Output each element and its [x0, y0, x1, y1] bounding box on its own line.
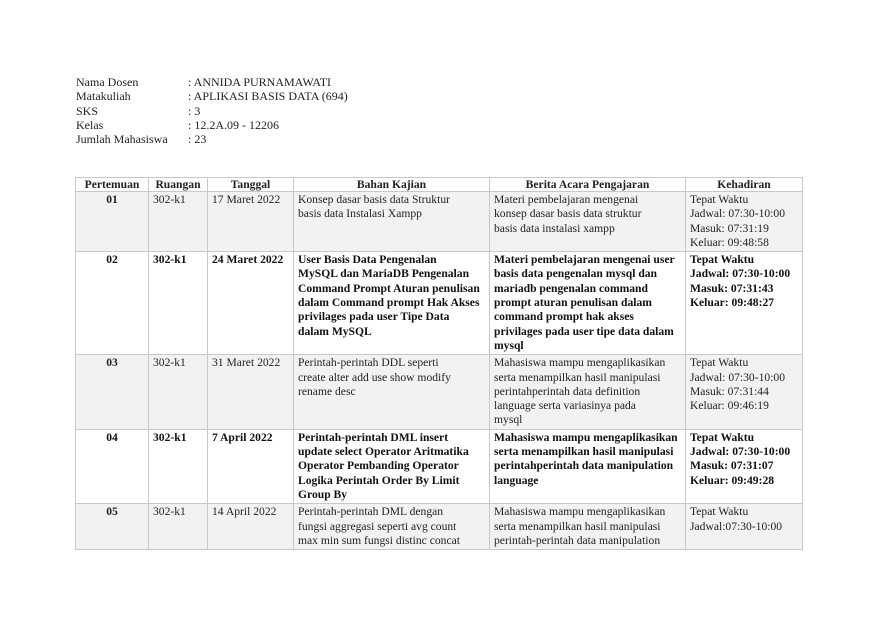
- text-line: Tepat Waktu: [690, 430, 755, 444]
- cell-bahan-kajian: [294, 429, 490, 503]
- text-line: rename desc: [298, 384, 356, 398]
- text-line: konsep dasar basis data struktur: [494, 207, 642, 221]
- text-line: Masuk: 07:31:43: [690, 281, 774, 295]
- info-value: : APLIKASI BASIS DATA (694): [188, 89, 348, 104]
- cell-tanggal: 7 April 2022: [208, 429, 294, 503]
- info-row-dosen: [76, 75, 348, 89]
- table-row: [76, 252, 803, 355]
- text-line: mariadb pengenalan command: [494, 281, 648, 295]
- cell-bahan-kajian: [294, 504, 490, 550]
- info-row-kelas: [76, 118, 348, 132]
- text-line: Perintah-perintah DML dengan: [298, 505, 444, 519]
- text-line: Konsep dasar basis data Struktur: [298, 193, 450, 206]
- info-label: Matakuliah: [76, 89, 131, 104]
- cell-pertemuan: 03: [76, 355, 149, 429]
- header-ruangan: Ruangan: [149, 178, 208, 192]
- text-line: basis data Instalasi Xampp: [298, 207, 422, 221]
- info-row-matakuliah: [76, 89, 348, 103]
- cell-berita-acara: [490, 355, 686, 429]
- info-value: : 3: [188, 103, 201, 118]
- cell-kehadiran: [686, 504, 803, 550]
- header-tanggal: Tanggal: [208, 178, 294, 192]
- text-line: Perintah-perintah DML insert: [298, 430, 449, 444]
- table-row: [76, 429, 803, 503]
- text-line: Mahasiswa mampu mengaplikasikan: [494, 505, 666, 519]
- text-line: Masuk: 07:31:07: [690, 459, 774, 473]
- text-line: privilages pada user tipe data dalam: [494, 324, 674, 338]
- table-row: [76, 355, 803, 429]
- text-line: Keluar: 09:49:28: [690, 473, 775, 487]
- cell-ruangan: 302-k1: [149, 192, 208, 252]
- text-line: basis data instalasi xampp: [494, 221, 615, 235]
- info-label: Nama Dosen: [76, 75, 139, 89]
- text-line: dalam Command prompt Hak Akses: [298, 296, 480, 310]
- text-line: Logika Perintah Order By Limit: [298, 473, 460, 487]
- cell-berita-acara: [490, 252, 686, 355]
- text-line: Materi pembelajaran mengenai: [494, 193, 639, 206]
- cell-tanggal: 17 Maret 2022: [208, 192, 294, 252]
- text-line: Mahasiswa mampu mengaplikasikan: [494, 430, 678, 444]
- text-line: User Basis Data Pengenalan: [298, 253, 437, 267]
- text-line: perintah-perintah data manipulation: [494, 533, 661, 547]
- text-line: Jadwal: 07:30-10:00: [690, 267, 791, 281]
- cell-kehadiran: [686, 429, 803, 503]
- text-line: Tepat Waktu: [690, 505, 749, 519]
- text-line: privilages pada user Tipe Data: [298, 310, 450, 324]
- cell-bahan-kajian: [294, 192, 490, 252]
- cell-pertemuan: 04: [76, 429, 149, 503]
- table-row: [76, 504, 803, 550]
- info-value: : ANNIDA PURNAMAWATI: [188, 75, 332, 89]
- cell-kehadiran: [686, 252, 803, 355]
- info-row-sks: [76, 104, 348, 118]
- cell-berita-acara: [490, 504, 686, 550]
- text-line: basis data pengenalan mysql dan: [494, 267, 658, 281]
- info-value: : 12.2A.09 - 12206: [188, 117, 279, 132]
- text-line: Materi pembelajaran mengenai user: [494, 253, 675, 267]
- cell-berita-acara: [490, 429, 686, 503]
- cell-berita-acara: [490, 192, 686, 252]
- cell-bahan-kajian: [294, 252, 490, 355]
- cell-ruangan: 302-k1: [149, 252, 208, 355]
- text-line: Jadwal: 07:30-10:00: [690, 370, 785, 384]
- text-line: Jadwal: 07:30-10:00: [690, 445, 791, 459]
- text-line: serta menampilkan hasil manipulasi: [494, 370, 661, 384]
- text-line: prompt aturan penulisan dalam: [494, 296, 652, 310]
- journal-table: [75, 177, 803, 550]
- text-line: Jadwal:07:30-10:00: [690, 519, 783, 533]
- text-line: update select Operator Aritmatika: [298, 445, 469, 459]
- table-row: [76, 192, 803, 252]
- text-line: create alter add use show modify: [298, 370, 451, 384]
- text-line: Keluar: 09:48:58: [690, 235, 769, 249]
- cell-ruangan: 302-k1: [149, 429, 208, 503]
- text-line: Keluar: 09:48:27: [690, 296, 775, 310]
- info-label: Kelas: [76, 117, 104, 132]
- info-label: SKS: [76, 103, 99, 118]
- text-line: max min sum fungsi distinc concat: [298, 533, 460, 547]
- text-line: Tepat Waktu: [690, 193, 749, 206]
- cell-bahan-kajian: [294, 355, 490, 429]
- text-line: Keluar: 09:46:19: [690, 399, 769, 413]
- text-line: perintahperintah data definition: [494, 384, 641, 398]
- cell-tanggal: 31 Maret 2022: [208, 355, 294, 429]
- cell-tanggal: 24 Maret 2022: [208, 252, 294, 355]
- header-bahan-kajian: Bahan Kajian: [294, 178, 490, 192]
- text-line: MySQL dan MariaDB Pengenalan: [298, 267, 470, 281]
- header-pertemuan: Pertemuan: [76, 178, 149, 192]
- course-info: [76, 75, 348, 146]
- cell-ruangan: 302-k1: [149, 355, 208, 429]
- cell-pertemuan: 02: [76, 252, 149, 355]
- text-line: Tepat Waktu: [690, 356, 749, 370]
- text-line: Mahasiswa mampu mengaplikasikan: [494, 356, 666, 370]
- text-line: language: [494, 473, 539, 487]
- info-row-jumlah: [76, 132, 348, 146]
- info-value: : 23: [188, 132, 207, 147]
- info-label: Jumlah Mahasiswa: [76, 132, 168, 147]
- text-line: command prompt hak akses: [494, 310, 634, 324]
- header-kehadiran: Kehadiran: [686, 178, 803, 192]
- table-header-row: [76, 178, 803, 192]
- cell-pertemuan: 05: [76, 504, 149, 550]
- text-line: language serta variasinya pada: [494, 399, 636, 413]
- text-line: serta menampilkan hasil manipulasi: [494, 519, 661, 533]
- text-line: Command Prompt Aturan penulisan: [298, 281, 480, 295]
- text-line: mysql: [494, 413, 523, 427]
- cell-kehadiran: [686, 355, 803, 429]
- cell-kehadiran: [686, 192, 803, 252]
- text-line: mysql: [494, 338, 524, 352]
- text-line: serta menampilkan hasil manipulasi: [494, 445, 674, 459]
- header-berita-acara: Berita Acara Pengajaran: [490, 178, 686, 192]
- text-line: perintahperintah data manipulation: [494, 459, 674, 473]
- cell-tanggal: 14 April 2022: [208, 504, 294, 550]
- text-line: Masuk: 07:31:19: [690, 221, 769, 235]
- text-line: fungsi aggregasi seperti avg count: [298, 519, 457, 533]
- text-line: Masuk: 07:31:44: [690, 384, 769, 398]
- text-line: Group By: [298, 487, 348, 501]
- cell-ruangan: 302-k1: [149, 504, 208, 550]
- cell-pertemuan: 01: [76, 192, 149, 252]
- text-line: Tepat Waktu: [690, 253, 755, 267]
- text-line: dalam MySQL: [298, 324, 372, 338]
- text-line: Jadwal: 07:30-10:00: [690, 207, 785, 221]
- text-line: Perintah-perintah DDL seperti: [298, 356, 439, 370]
- text-line: Operator Pembanding Operator: [298, 459, 459, 473]
